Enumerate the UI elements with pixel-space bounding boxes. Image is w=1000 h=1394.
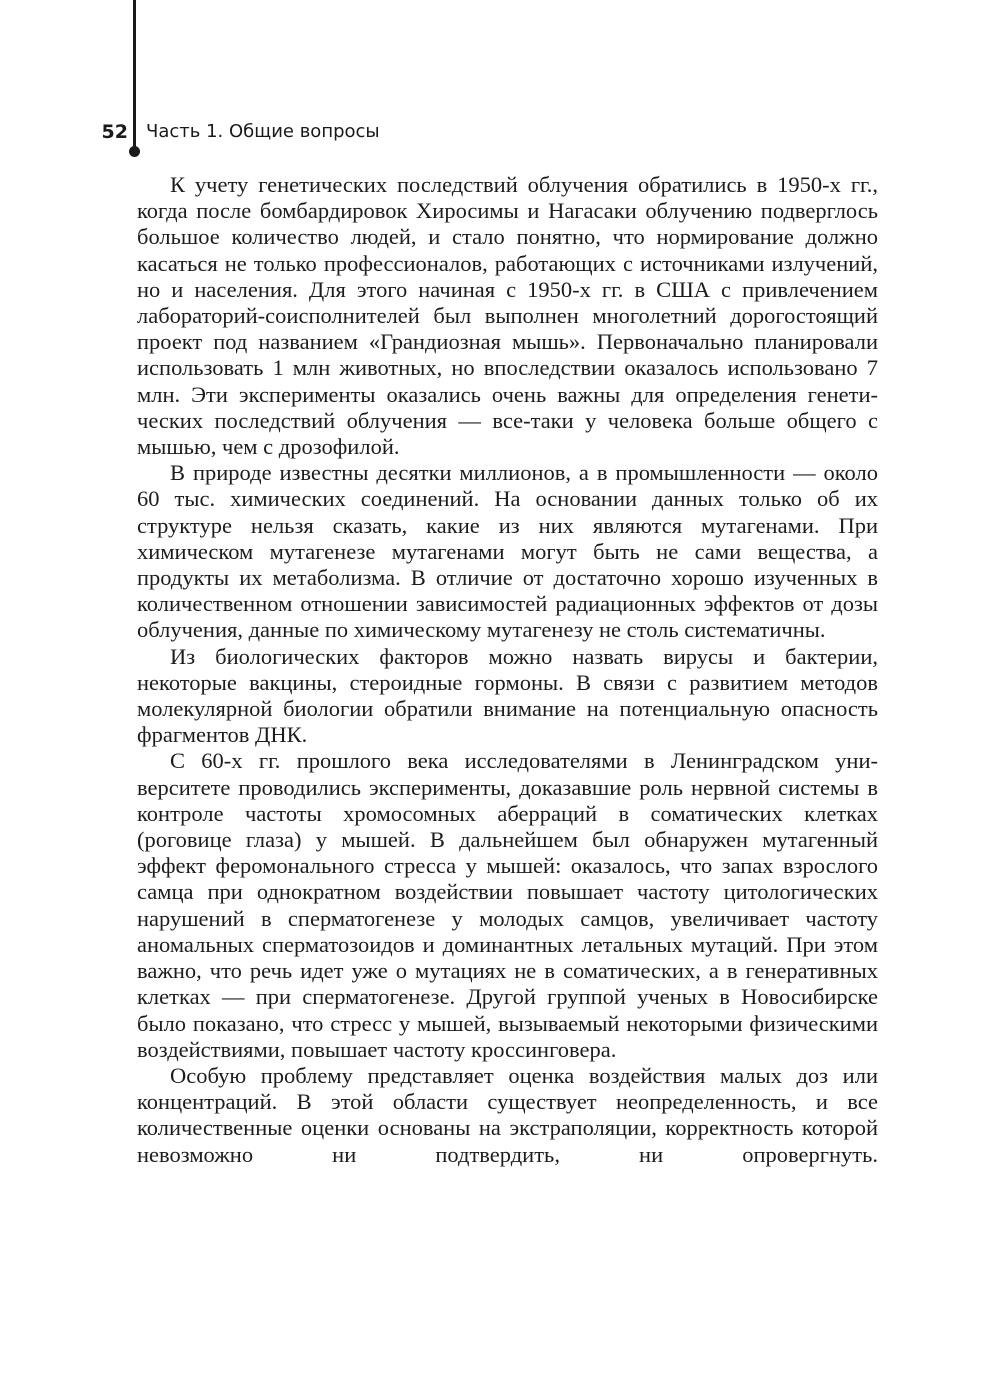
margin-rule-dot bbox=[129, 146, 140, 157]
running-title: Часть 1. Общие вопросы bbox=[146, 121, 380, 142]
page-number: 52 bbox=[101, 121, 128, 143]
body-text bbox=[137, 172, 878, 1168]
paragraph: К учету генетических последствий облучения обратились в 1950-х гг., когда после бомбардировок Хиросимы и Нагасаки облучению подверглось большое количество людей, и стало понятно, что нормирование должно касаться не только профессионалов, работающих с источниками излучений, но и населения. Для этого начиная с 1950-х гг. в США с привлечением лабораторий-соисполнителей был выполнен многолетний дорогостоящий проект под названием «Грандиозная мышь». Первоначально планировали использовать 1 млн животных, но впоследствии оказалось использовано 7 млн. Эти эксперименты оказались очень важны для определения генетических последствий облучения — все-таки у человека больше общего с мышью, чем с дрозофилой. bbox=[137, 172, 878, 460]
paragraph: Особую проблему представляет оценка воздействия малых доз или концентраций. В этой области существует неопределенность, и все количественные оценки основаны на экстраполяции, корректность которой невозможно ни подтвердить, ни опровергнуть. bbox=[137, 1062, 878, 1167]
paragraph: Из биологических факторов можно назвать вирусы и бактерии, некоторые вакцины, стероидные гормоны. В связи с развитием методов молекулярной биологии обратили внимание на потенциальную опасность фрагментов ДНК. bbox=[137, 643, 878, 748]
margin-rule bbox=[133, 0, 136, 150]
paragraph: С 60-х гг. прошлого века исследователями в Ленинградском университете проводились эксперименты, доказавшие роль нервной системы в контроле частоты хромосомных аберраций в соматических клетках (роговице глаза) у мышей. В дальнейшем был обнаружен мутагенный эффект феромонального стресса у мышей: оказалось, что запах взрослого самца при однократном воздействии повышает частоту цитологических нарушений в сперматогенезе у молодых самцов, увеличивает частоту аномальных сперматозоидов и доминантных летальных мутаций. При этом важно, что речь идет уже о мутациях не в соматических, а в генеративных клетках — при сперматогенезе. Другой группой ученых в Новосибирске было показано, что стресс у мышей, вызываемый некоторыми физическими воздействиями, повышает частоту кроссинговера. bbox=[137, 748, 878, 1062]
paragraph: В природе известны десятки миллионов, а в промышленности — около 60 тыс. химических соединений. На основании данных только об их структуре нельзя сказать, какие из них являются мутагенами. При химическом мутагенезе мутагенами могут быть не сами вещества, а продукты их метаболизма. В отличие от достаточно хорошо изученных в количественном отношении зависимостей радиационных эффектов от дозы облучения, данные по химическому мутагенезу не столь систематичны. bbox=[137, 460, 878, 643]
